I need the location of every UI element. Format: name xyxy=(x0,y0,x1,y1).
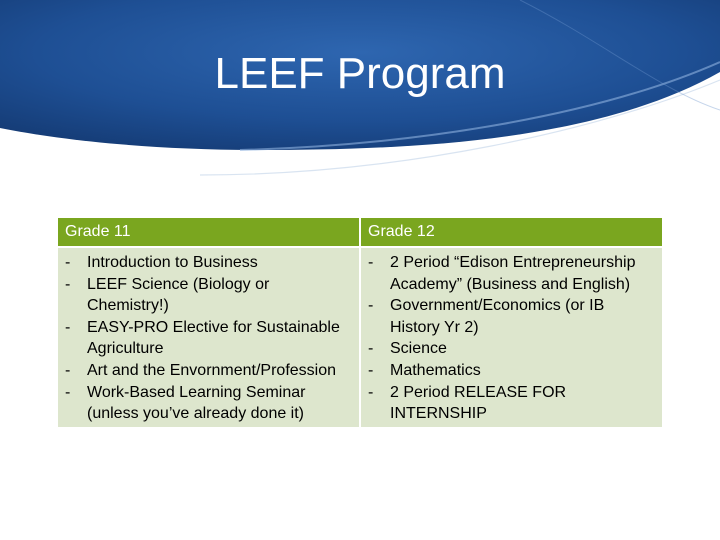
list-item: - Work-Based Learning Seminar (unless you’ve already done it) xyxy=(65,383,306,423)
grade-11-course-list xyxy=(65,252,352,425)
list-item: - Science xyxy=(368,340,447,358)
course-label: Government/Economics (or IB History Yr 2) xyxy=(390,297,605,336)
list-item: - Introduction to Business xyxy=(65,254,258,271)
grade-11-cell xyxy=(58,247,360,427)
grade-table xyxy=(58,218,662,427)
list-item: - 2 Period “Edison Entrepreneurship Academy” (Business and English) xyxy=(368,254,636,293)
table-header-row xyxy=(58,218,662,247)
course-label: 2 Period RELEASE FOR INTERNSHIP xyxy=(390,383,567,423)
course-label: Introduction to Business xyxy=(87,254,258,271)
header-background xyxy=(0,0,720,210)
course-label: Mathematics xyxy=(390,361,481,379)
list-item: - LEEF Science (Biology or Chemistry!) xyxy=(65,275,270,315)
list-item: - EASY-PRO Elective for Sustainable Agriculture xyxy=(65,318,340,358)
list-item: - Art and the Envornment/Profession xyxy=(65,361,337,379)
course-label: EASY-PRO Elective for Sustainable Agriculture xyxy=(87,318,340,358)
list-item: - 2 Period RELEASE FOR INTERNSHIP xyxy=(368,383,567,423)
list-item: - Mathematics xyxy=(368,361,481,379)
course-label: Work-Based Learning Seminar (unless you’ve already done it) xyxy=(87,383,306,423)
course-label: 2 Period “Edison Entrepreneurship Academy” (Business and English) xyxy=(390,254,636,293)
grade-12-cell xyxy=(360,247,662,427)
course-label: Science xyxy=(390,340,447,358)
grade-12-header: Grade 12 xyxy=(360,218,662,247)
course-label: Art and the Envornment/Profession xyxy=(87,361,337,379)
grade-12-course-list xyxy=(368,252,655,425)
course-label: LEEF Science (Biology or Chemistry!) xyxy=(87,275,270,315)
list-item: - Government/Economics (or IB History Yr 2) xyxy=(368,297,605,336)
grade-11-header: Grade 11 xyxy=(58,218,360,247)
table-row xyxy=(58,247,662,427)
slide-title: LEEF Program xyxy=(214,49,506,98)
